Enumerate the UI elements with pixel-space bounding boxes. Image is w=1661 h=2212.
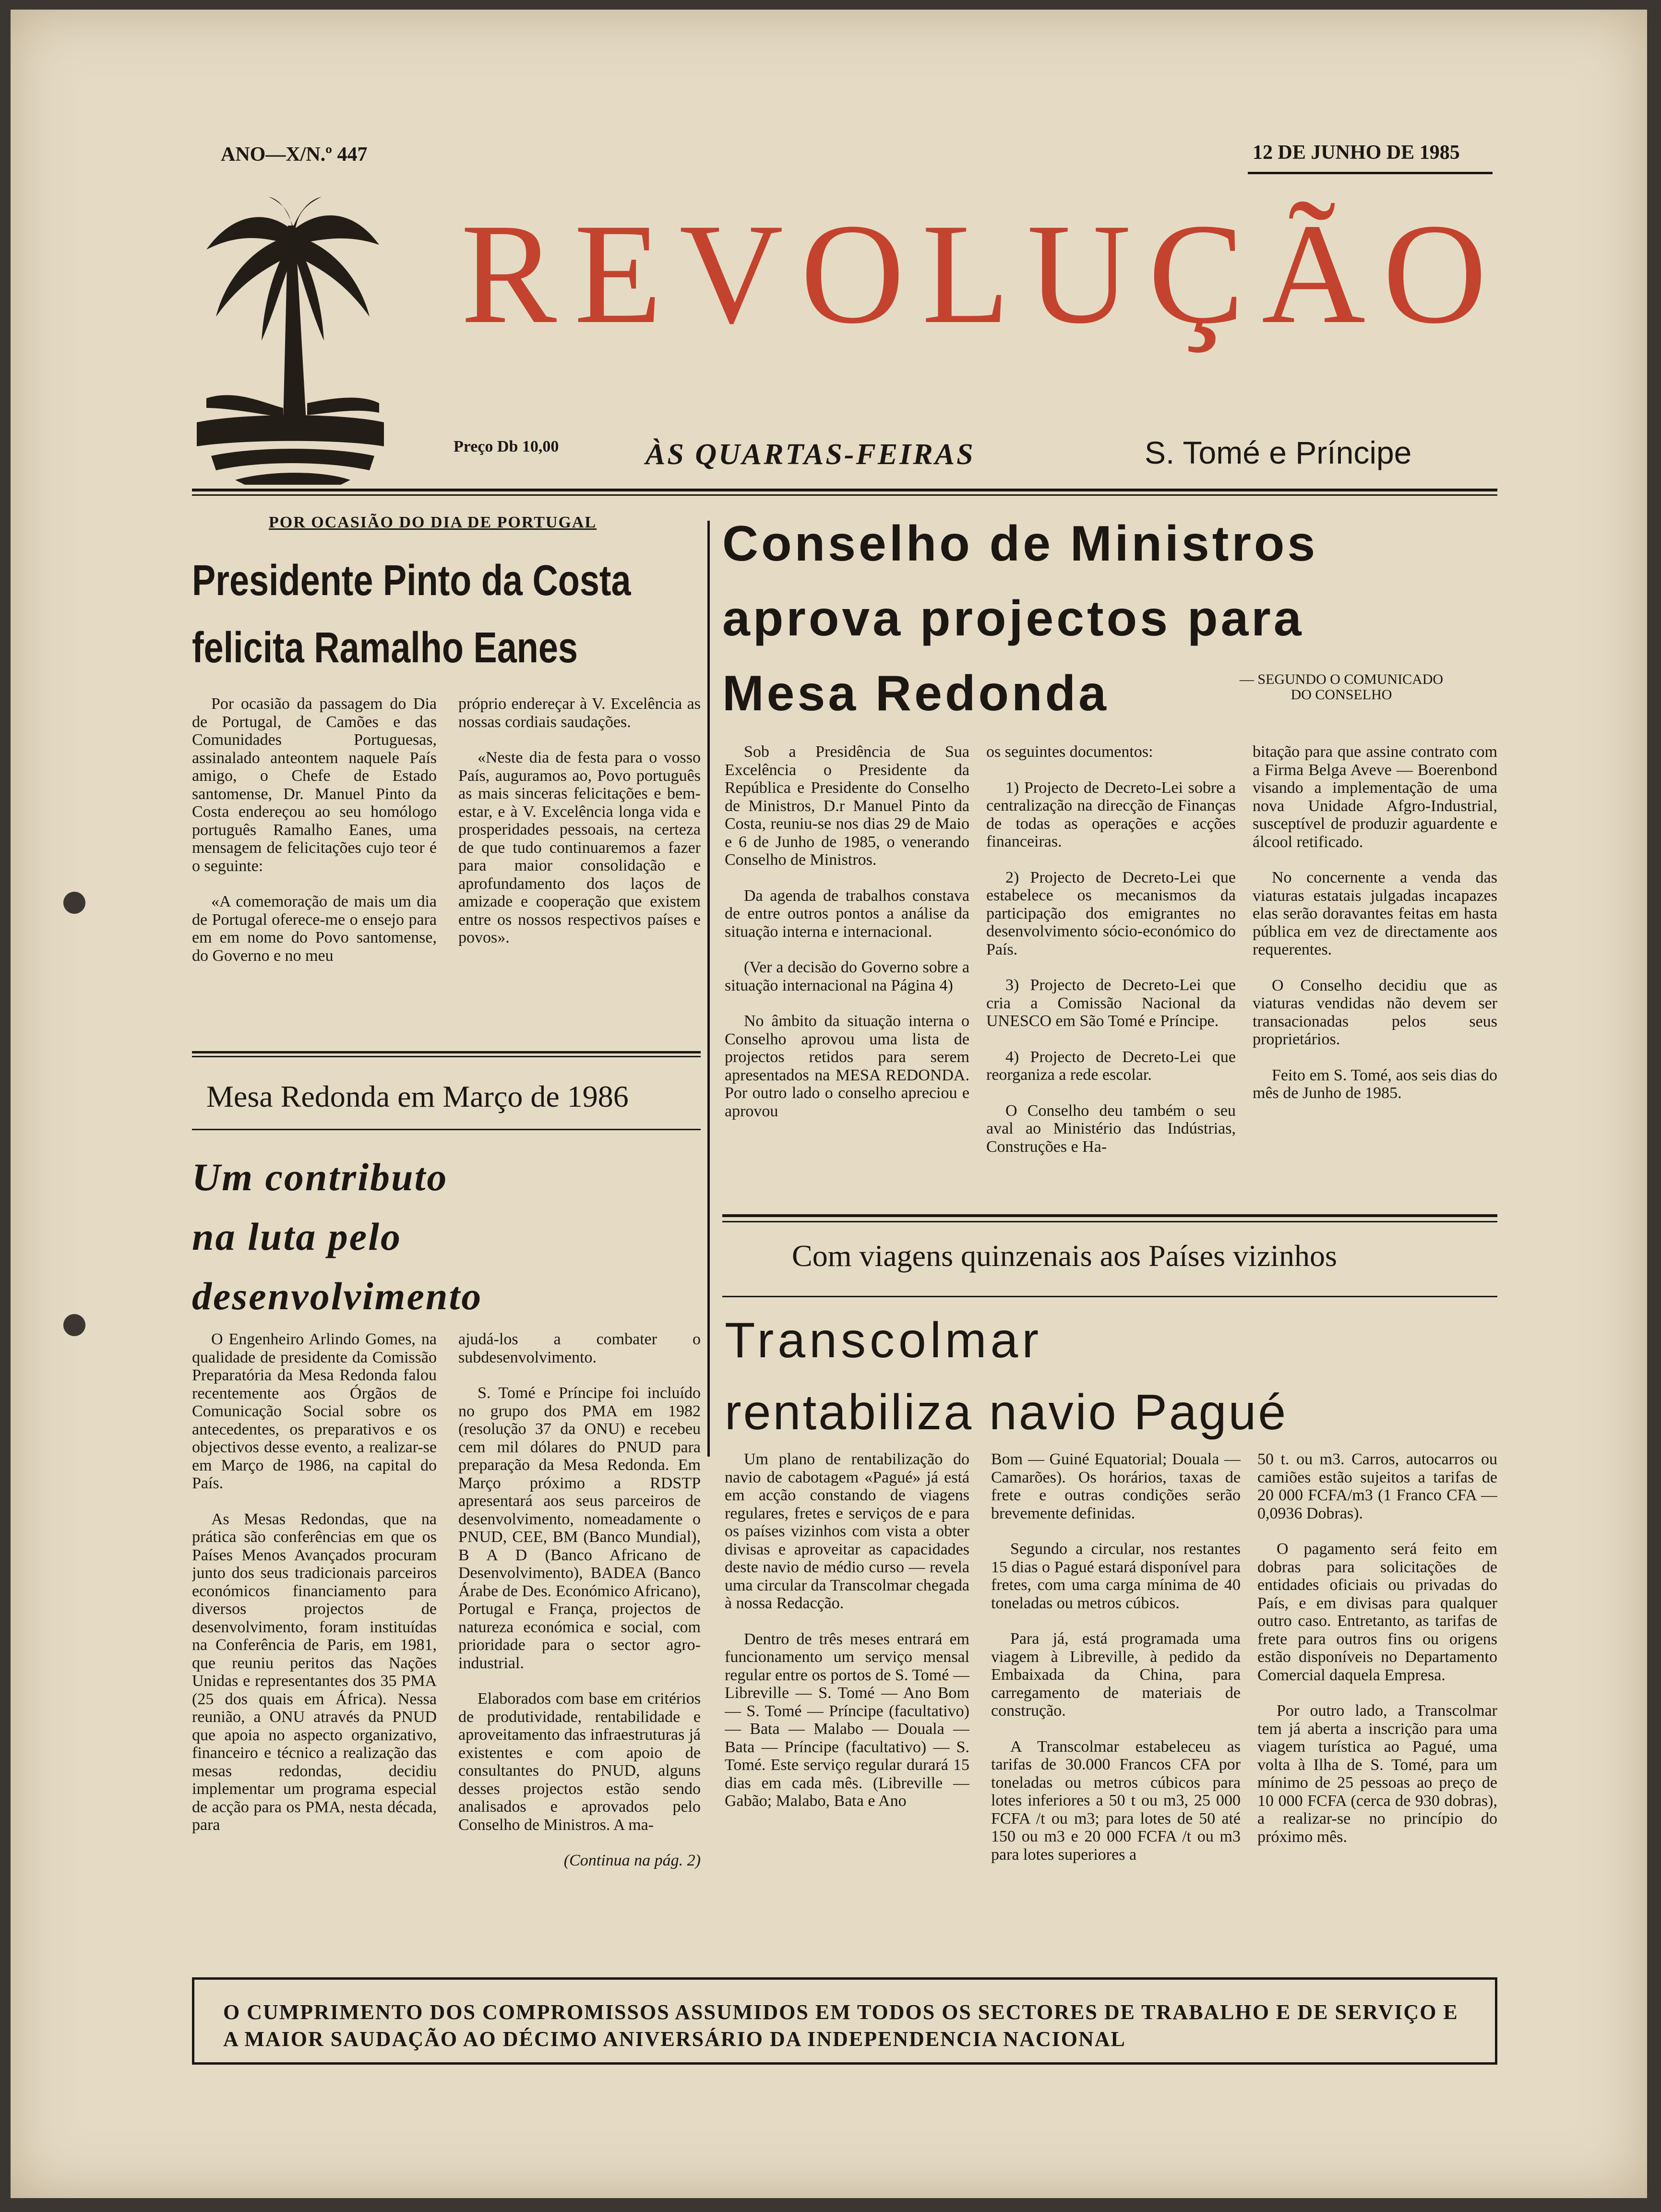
headline-transcolmar-line2: rentabiliza navio Pagué	[725, 1385, 1288, 1440]
paragraph: Bom — Guiné Equatorial; Douala — Camarões). Os horários, taxas de frete e outras condições serão brevemente definidas.	[991, 1450, 1241, 1522]
article-transcolmar-col2	[991, 1450, 1241, 1959]
article-mesa-col1	[192, 1330, 437, 1954]
kicker-mesa-redonda: Mesa Redonda em Março de 1986	[206, 1079, 629, 1113]
continuation-note: (Continua na pág. 2)	[563, 1852, 701, 1869]
kicker-transcolmar: Com viagens quinzenais aos Países vizinhos	[792, 1239, 1337, 1273]
article-transcolmar-col1	[725, 1450, 969, 1959]
section-rule	[722, 1221, 1497, 1222]
article-pinto-col1	[192, 695, 437, 1040]
paragraph: S. Tomé e Príncipe foi incluído no grupo dos PMA em 1982 (resolução 37 da ONU) e recebeu cem mil dólares do PNUD para preparação da Mesa Redonda. Em Março próximo a RDSTP apresentará aos seus parceiros de desenvolvimento, nomeadamente o PNUD, CEE, BM (Banco Mundial), B A D (Banco Africano de Desenvolvimento), BADEA (Banco Árabe de Des. Económico Africano), Portugal e França, projectos de natureza económica e social, com prioridade para o sector agro-industrial.	[458, 1384, 701, 1672]
paragraph: Feito em S. Tomé, aos seis dias do mês de Junho de 1985.	[1253, 1066, 1497, 1102]
article-mesa-col2	[458, 1330, 701, 1954]
masthead-rule	[192, 494, 1497, 496]
paragraph: Para já, está programada uma viagem à Libreville, à pedido da Embaixada da China, para carregamento de materiais de construção.	[991, 1630, 1241, 1720]
headline-mesa-line2: na luta pelo	[192, 1215, 402, 1258]
paragraph: 3) Projecto de Decreto-Lei que cria a Comissão Nacional da UNESCO em São Tomé e Príncipe.	[986, 976, 1236, 1030]
paragraph: ajudá-los a combater o subdesenvolvimento.	[458, 1330, 701, 1366]
paragraph: Por outro lado, a Transcolmar tem já aberta a inscrição para uma viagem turística ao Pagué, uma volta à Ilha de S. Tomé, para um mínimo de 25 pessoas ao preço de 10 000 FCFA (cerca de 930 dobras), a realizar-se no princípio do próximo mês.	[1257, 1702, 1497, 1846]
paragraph: 50 t. ou m3. Carros, autocarros ou camiões estão sujeitos a tarifas de 20 000 FCFA/m3 (1 Franco CFA — 0,0936 Dobras).	[1257, 1450, 1497, 1522]
headline-transcolmar-line1: Transcolmar	[725, 1313, 1043, 1368]
headline-mesa-line3: desenvolvimento	[192, 1274, 483, 1318]
kicker-dia-de-portugal: POR OCASIÃO DO DIA DE PORTUGAL	[269, 514, 597, 531]
paragraph: No concernente a venda das viaturas estatais julgadas incapazes elas serão doravantes feitas em hasta pública em vez de directamente aos requerentes.	[1253, 869, 1497, 958]
date-underline	[1248, 172, 1493, 174]
headline-pinto-line1: Presidente Pinto da Costa	[192, 557, 631, 605]
punch-hole	[63, 892, 85, 914]
paragraph: O Conselho deu também o seu aval ao Ministério das Indústrias, Construções e Ha-	[986, 1101, 1236, 1156]
paragraph: Por ocasião da passagem do Dia de Portugal, de Camões e das Comunidades Portuguesas, assinalado anteontem naquele País amigo, o Chefe de Estado santomense, Dr. Manuel Pinto da Costa endereçou ao seu homólogo português Ramalho Eanes, uma mensagem de felicitações cujo teor é o seguinte:	[192, 695, 437, 875]
section-rule	[192, 1056, 701, 1057]
paragraph: Um plano de rentabilização do navio de cabotagem «Pagué» já está em acção constando de viagens regulares, fretes e serviços de e para os países vizinhos com vista a obter divisas e aproveitar as capacidades deste navio de médio curso — revela uma circular da Transcolmar chegada à nossa Redacção.	[725, 1450, 969, 1612]
paragraph: 1) Projecto de Decreto-Lei sobre a centralização na direcção de Finanças de todas as operações e acções financeiras.	[986, 778, 1236, 850]
paragraph: Dentro de três meses entrará em funcionamento um serviço mensal regular entre os portos de S. Tomé — Libreville — S. Tomé — Ano Bom — S. Tomé — Príncipe (facultativo) — Bata — Malabo — Douala — Bata — Príncipe (facultativo) — S. Tomé. Este serviço regular durará 15 dias em cada mês. (Libreville — Gabão; Malabo, Bata e Ano	[725, 1630, 969, 1810]
newspaper-title: REVOLUÇÃO	[461, 194, 1504, 353]
paragraph: Elaborados com base em critérios de produtividade, rentabilidade e aproveitamento das infraestruturas já existentes e com apoio de consultantes do PNUD, alguns desses projectos estão sendo analisados e aprovados pelo Conselho de Ministros. A ma-	[458, 1690, 701, 1834]
conselho-source: — SEGUNDO O COMUNICADO DO CONSELHO	[1239, 671, 1444, 703]
paragraph: O Conselho decidiu que as viaturas vendidas não devem ser transacionadas pelos seus proprietários.	[1253, 976, 1497, 1048]
paragraph: os seguintes documentos:	[986, 743, 1153, 761]
paragraph: Sob a Presidência de Sua Excelência o Presidente da República e Presidente do Conselho de Ministros, D.r Manuel Pinto da Costa, reuniu-se nos dias 29 de Maio e 6 de Junho de 1985, o venerando Conselho de Ministros.	[725, 743, 969, 869]
paragraph: Segundo a circular, nos restantes 15 dias o Pagué estará disponível para fretes, com uma carga mínima de 40 toneladas ou metros cúbicos.	[991, 1540, 1241, 1612]
article-transcolmar-col3	[1257, 1450, 1497, 1959]
kicker-rule	[722, 1296, 1497, 1297]
paragraph: A Transcolmar estabeleceu as tarifas de 30.000 Francos CFA por toneladas ou metros cúbicos para lotes inferiores a 50 t ou m3, 25 000 FCFA /t ou m3; para lotes de 50 até 150 ou m3 e 20 000 FCFA /t ou m3 para lotes superiores a	[991, 1737, 1241, 1864]
paragraph: «A comemoração de mais um dia de Portugal oferece-me o ensejo para em em nome do Povo santomense, do Governo e no meu	[192, 893, 437, 965]
palm-tree-logo	[197, 197, 384, 485]
footer-banner	[192, 1977, 1497, 2065]
column-divider	[707, 521, 710, 1457]
section-rule	[722, 1214, 1497, 1217]
headline-pinto-line2: felicita Ramalho Eanes	[192, 624, 578, 672]
article-pinto-col2	[458, 695, 701, 1040]
headline-conselho-line3: Mesa Redonda	[722, 666, 1109, 721]
punch-hole	[63, 1314, 85, 1336]
paragraph: As Mesas Redondas, que na prática são conferências em que os Países Menos Avançados procuram junto dos seus tradicionais parceiros económicos financiamento para diversos projectos de desenvolvimento, foram instituídas na Conferência de Paris, em 1981, que reuniu peritos das Nações Unidas e representantes dos 35 PMA (25 dos quais em África). Nessa reunião, a ONU através da PNUD que apoia no aspecto organizativo, financeiro e técnico a realização das mesas redondas, decidiu implementar um programa especial de acção para os PMA, nesta década, para	[192, 1510, 437, 1834]
price: Preço Db 10,00	[454, 438, 559, 455]
kicker-rule	[192, 1129, 701, 1130]
place-of-publication: S. Tomé e Príncipe	[1145, 435, 1412, 470]
paragraph: 2) Projecto de Decreto-Lei que estabelece os mecanismos da participação dos emigrantes no desenvolvimento sócio-económico do País.	[986, 868, 1236, 958]
article-conselho-col3	[1253, 743, 1497, 1199]
footer-banner-text: O CUMPRIMENTO DOS COMPROMISSOS ASSUMIDOS EM TODOS OS SECTORES DE TRABALHO E DE SERVIÇO E A MAIOR SAUDAÇÃO AO DÉCIMO ANIVERSÁRIO DA INDEPENDENCIA NACIONAL	[223, 2000, 1458, 2051]
headline-mesa-line1: Um contributo	[192, 1155, 448, 1199]
publication-frequency: ÀS QUARTAS-FEIRAS	[645, 438, 975, 471]
section-rule	[192, 1051, 701, 1053]
paragraph: bitação para que assine contrato com a Firma Belga Aveve — Boerenbond visando a implementação de uma nova Unidade Afgro-Industrial, susceptível de produzir aguardente e álcool retificado.	[1253, 743, 1497, 851]
issue-date: 12 DE JUNHO DE 1985	[1253, 142, 1460, 164]
masthead-rule	[192, 489, 1497, 491]
article-conselho-col2	[986, 743, 1236, 1199]
paragraph: próprio endereçar à V. Excelência as nossas cordiais saudações.	[458, 695, 701, 731]
paragraph: (Ver a decisão do Governo sobre a situação internacional na Página 4)	[725, 958, 969, 994]
paragraph: 4) Projecto de Decreto-Lei que reorganiza a rede escolar.	[986, 1048, 1236, 1084]
paragraph: Da agenda de trabalhos constava de entre outros pontos a análise da situação interna e internacional.	[725, 886, 969, 941]
issue-number: ANO—X/N.º 447	[221, 143, 368, 166]
article-conselho-col1	[725, 743, 969, 1199]
paragraph: «Neste dia de festa para o vosso País, auguramos ao, Povo português as mais sinceras felicitações e bem-estar, e à V. Excelência longa vida e prosperidades pessoais, na certeza de que tudo continuaremos a fazer para maior consolidação e aprofundamento dos laços de amizade e cooperação que existem entre os nossos respectivos países e povos».	[458, 749, 701, 946]
paragraph: No âmbito da situação interna o Conselho aprovou uma lista de projectos retidos para serem apresentados na MESA REDONDA. Por outro lado o conselho apreciou e aprovou	[725, 1012, 969, 1120]
headline-conselho-line1: Conselho de Ministros	[722, 516, 1318, 572]
paragraph: O pagamento será feito em dobras para solicitações de entidades oficiais ou privadas do País, e em divisas para qualquer outro caso. Entretanto, as tarifas de frete para outros fins ou origens estão disponíveis no Departamento Comercial daquela Empresa.	[1257, 1540, 1497, 1684]
headline-conselho-line2: aprova projectos para	[722, 591, 1304, 646]
paragraph: O Engenheiro Arlindo Gomes, na qualidade de presidente da Comissão Preparatória da Mesa Redonda falou recentemente aos Órgãos de Comunicação Social sobre os antecedentes, os preparativos e os objectivos desse evento, a realizar-se em Março de 1986, na capital do País.	[192, 1330, 437, 1492]
